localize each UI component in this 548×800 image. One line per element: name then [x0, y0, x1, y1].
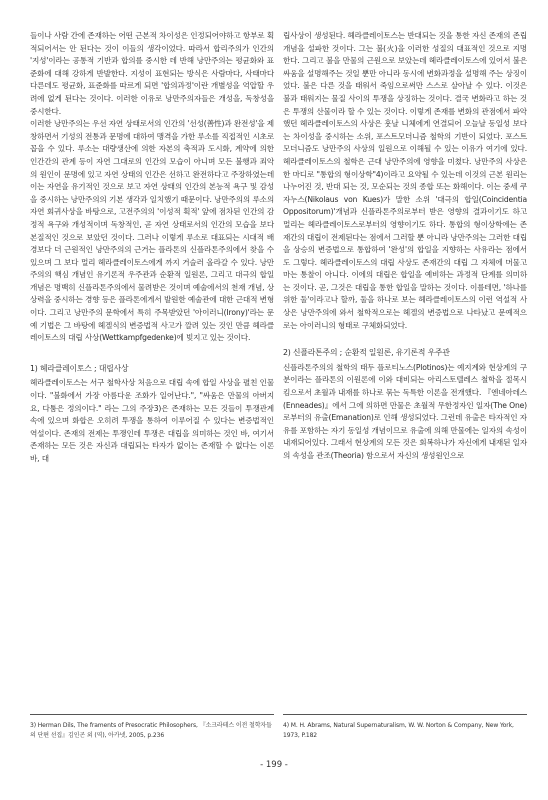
body-paragraph: 신플라톤주의의 철학의 태두 플로티노스(Plotinos)는 예지계와 현상계의 구분이라는 플라톤의 이원론에 이와 대비되는 아리스토텔레스 철학을 절목시킴으로서 초월과 내재를 하나로 묶는 독특한 이론을 전개했다. 『엔네아데스(Enneades)』에서 그에 의하면 만물은 초월적 무한정자인 일자(The One)로부터의 유출(Emanation)로 인해 생성되었다. 그런데 유출은 타자적인 자유를 포함하는 자기 동일성 개념이므로 유출에 의해 만물에는 일자의 속성이 내재되어있다. 그래서 현상계의 모든 것은 회복하나가 자신에게 내재된 일자의 속성을 관조(Theoria) 함으로서 자신의 생성원인으로 — [283, 362, 527, 460]
footnote-3: 3) Herman Dils, The framents of Presocratic Philosophers, 『소크라테스 이전 철학자들의 단편 선집』김인곤 외 (역), 아카넷, 2005, p.236 — [30, 714, 274, 740]
body-paragraph: 들이나 사람 간에 존재하는 어떤 근본적 차이성은 인정되어야하고 항부로 획적되어서는 안 된다는 것이 이들의 생각이었다. 따라서 합리주의가 인간의 '지성'이라는 공통적 기반과 합의를 중시한 데 반해 낭만주의는 평균화와 표준화에 대해 강하게 반발한다. 지성이 표현되는 방식은 사람마다, 사태마다 다른데도 평균화, 표준화를 따르게 되면 '합의과정'이란 개별성을 억압할 우려에 없게 된다는 것이다. 이러한 이유로 낭만주의자들은 개성을, 독창성을 중시한다. — [30, 31, 274, 116]
left-column — [30, 30, 274, 466]
page-number: - 199 - — [260, 760, 288, 770]
body-paragraph: 이러한 낭만주의는 우선 자연 상태로서의 인간의 '선성(善性)과 완전성'을 제창하면서 기성의 전통과 문명에 대하여 맹격을 가한 루소를 직접적인 시초로 꼽을 수 있다. 루소는 대량생산에 의한 자본의 축적과 도시화, 계약에 의한 인간간의 관계 등이 자연 그대로의 인간의 모습이 아니며 모든 불행과 죄악의 원인이 문명에 있고 자연 상태의 인간은 선하고 완전하다고 주장하였는데 이는 자연을 유기적인 것으로 보고 자연 상태의 인간의 본능적 욕구 및 감성을 중시하는 낭만주의의 기본 생각과 일치했기 때문이다. 낭만주의의 루소의 자연 회귀사상을 바탕으로, 고전주의의 '이성적 획적' 앞에 점차된 인간의 감정적 욕구와 개성적이며 독창적인, 곧 자연 상태로서의 인간의 모습을 보다 본질적인 것으로 보았던 것이다. 그러나 이렇게 루소로 대표되는 시대적 배경보다 더 근원적인 낭만주의의 근거는 플라톤의 신플라톤주의에서 찾을 수 있으며 그 보다 멀리 헤라클레이토스에게 까지 거슬러 올라갈 수 있다. 낭만주의의 핵심 개념인 유기론적 우주관과 순환적 일원론, 그리고 대극의 합일 개념은 명백히 신플라톤주의에서 물려받은 것이며 예술에서의 천재 개념, 상상력을 중시하는 경향 등은 플라톤에게서 발원한 예술관에 대한 근대적 변형이다. 그리고 낭만주의 문학에서 특히 주목받았던 '아이러니(Irony)'라는 문예 기법은 그 바탕에 헤겔식의 변증법적 사고가 깔려 있는 것인 만큼 헤라클레이토스의 대립 사상(Wettkampfgedenke)에 빚지고 있는 것이다. — [30, 119, 274, 343]
section-heading: 2) 신플라톤주의 ; 순환적 일원론, 유기론적 우주관 — [283, 348, 450, 358]
section-heading: 1) 헤라클레이토스 ; 대립사상 — [30, 363, 129, 373]
footnote-4: 4) M. H. Abrams, Natural Supernaturalism, W. W. Norton & Company, New York, 1973, P.182 — [283, 714, 527, 740]
body-paragraph: 립사상이 생성된다. 헤라클레이토스는 반대되는 것을 통한 자신 존재의 존립 개념을 설파한 것이다. 그는 불(火)을 이러한 성질의 대표적인 것으로 지명한다. 그리고 불을 만물의 근원으로 보았는데 헤라클레이토스에 있어서 불은 싸움을 설명해주는 것일 뿐만 아니라 동시에 변화과정을 설명해 주는 상징이었다. 불은 다른 것을 태워서 죽임으로써만 스스로 살아날 수 있다. 이것은 불과 태워지는 물질 사이의 투쟁을 상징하는 것이다. 결국 변화라고 하는 것은 투쟁의 산물이라 할 수 있는 것이다. 이렇게 존재를 변화의 관점에서 파악했던 헤라클레이토스의 사상은 훗날 니체에게 연결되어 오늘날 동일성 보다는 차이성을 중시하는 소위, 포스트모더니즘 철학의 기반이 되었다. 포스트모더니즘도 낭만주의 사상의 일원으로 이해될 수 있는 이유가 여기에 있다. 헤라클레이토스의 철학은 근대 낭만주의에 영향을 미쳤다. 낭만주의 사상은 한 마디로 "통합의 형이상학"4)이라고 요약될 수 있는데 이것의 근본 원리는 나누어진 것, 반대 되는 것, 모순되는 것의 종합 또는 화해이다. 이는 중세 쿠자누스(Nikolaus von Kues)가 말한 소위 '대극의 합일(Coincidentia Oppositorum)'개념과 신플라톤주의로부터 받은 영향의 결과이기도 하고 멀리는 헤라클레이토스로부터의 영향이기도 하다. 통합의 형이상학에는 존재간의 대립이 전제된다는 점에서 그러할 뿐 아니라 낭만주의는 그러한 대립을 상승의 변증법으로 통합하여 '완성'의 합일을 지향하는 사유라는 점에서도 그렇다. 헤라클레이토스의 대립 사상도 존재간의 대립 그 자체에 머물고 마는 통찰이 아니다. 이에의 대립은 합일을 예비하는 과정적 단계를 의미하는 것이다. 곧, 그것은 대립을 통한 합일을 말하는 것이다. 이를테면, '하나를 위한 둘'이라고나 할까, 둘을 하나로 보는 헤라클레이토스의 이런 역설적 사상은 낭만주의에 와서 철학적으로는 헤겔의 변증법으로 나타났고 문예적으로는 아이러니의 형태로 구체화되었다. — [283, 31, 527, 330]
body-paragraph: 헤라클레이토스는 서구 철학사상 처음으로 대립 속에 합일 사상을 펼친 인물이다. "불화에서 가장 아름다운 조화가 일어난다.", "싸움은 만물의 아버지요, 다툼은 정의이다." 라는 그의 주장3)은 존재하는 모든 것들이 투쟁관계 속에 있으며 화합은 오히려 투쟁을 통하여 이루어질 수 있다는 변증법적인 역설이다. 존재의 전제는 투쟁인데 투쟁은 대립을 의미하는 것인 바, 여기서 존재하는 모든 것은 자신과 대립되는 타자가 없이는 존재할 수 없다는 이론바, 대 — [30, 378, 274, 463]
right-column — [283, 30, 527, 463]
